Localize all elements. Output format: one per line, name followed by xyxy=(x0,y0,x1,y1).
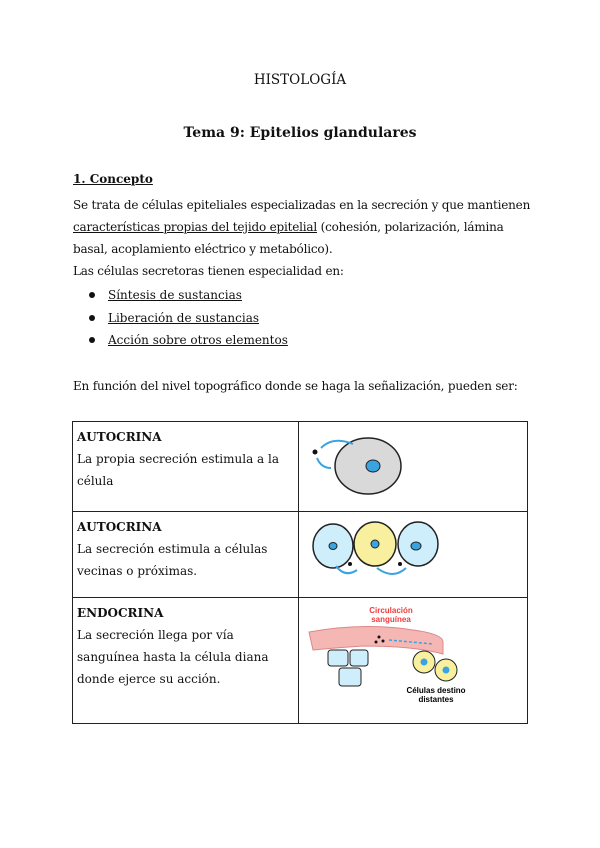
para-underlined: características propias del tejido epitelial xyxy=(73,220,317,234)
blood-vessel xyxy=(309,626,443,654)
row-heading: AUTOCRINA xyxy=(77,520,162,534)
blood-label: Circulación xyxy=(369,606,413,615)
list-item xyxy=(80,284,288,307)
secretion-dot xyxy=(313,450,318,455)
row-heading: ENDOCRINA xyxy=(77,606,164,620)
para-text: Se trata de células epiteliales especializadas en la secreción y que mantienen xyxy=(73,198,531,212)
nucleus xyxy=(371,540,379,548)
blue-cell xyxy=(350,650,368,666)
table-cell xyxy=(73,422,299,512)
subject-heading: HISTOLOGÍA xyxy=(253,72,347,88)
signaling-intro: En función del nivel topográfico donde se haga la señalización, pueden ser: xyxy=(73,379,518,393)
row-text: La propia secreción estimula a la célula xyxy=(77,452,280,488)
table-row xyxy=(73,598,528,724)
table-cell xyxy=(73,598,299,724)
autocrine-figure xyxy=(299,422,528,512)
list-item xyxy=(80,329,288,352)
autocrine-cell-illustration xyxy=(303,426,523,500)
table-row xyxy=(73,422,528,512)
nucleus xyxy=(329,543,337,550)
endocrine-illustration xyxy=(303,602,523,712)
para-text-end: (cohesión, polarización, lámina basal, acoplamiento eléctrico y metabólico). xyxy=(73,220,504,256)
blue-cell xyxy=(328,650,348,666)
signaling-table xyxy=(72,421,528,724)
row-text: La secreción llega por vía sanguínea hasta la célula diana donde ejerce su acción. xyxy=(77,628,269,686)
blood-label: sanguínea xyxy=(371,615,411,624)
targets-label: distantes xyxy=(418,695,454,704)
list-item-text: Síntesis de sustancias xyxy=(108,288,242,302)
nucleus xyxy=(411,542,421,550)
nucleus xyxy=(366,460,380,472)
concept-paragraph xyxy=(73,194,533,282)
page-title: Tema 9: Epitelios glandulares xyxy=(183,125,417,141)
row-text: La secreción estimula a células vecinas o próximas. xyxy=(77,542,268,578)
targets-label: Células destino xyxy=(406,686,466,695)
secretion-dot xyxy=(348,562,352,566)
list-item-text: Acción sobre otros elementos xyxy=(108,333,288,347)
paracrine-figure xyxy=(299,512,528,598)
table-row xyxy=(73,512,528,598)
section-heading: 1. Concepto xyxy=(73,172,153,186)
table-cell xyxy=(73,512,299,598)
list-item-text: Liberación de sustancias xyxy=(108,310,260,325)
arrow-icon xyxy=(336,566,406,574)
blue-cell xyxy=(339,668,361,686)
row-heading: AUTOCRINA xyxy=(77,430,162,444)
neighbor-cells-illustration xyxy=(303,516,523,586)
specialty-list xyxy=(80,284,288,352)
list-item xyxy=(80,307,288,330)
para-2: Las células secretoras tienen especialidad en: xyxy=(73,264,344,278)
secretion-dot xyxy=(398,562,402,566)
endocrine-figure xyxy=(299,598,528,724)
